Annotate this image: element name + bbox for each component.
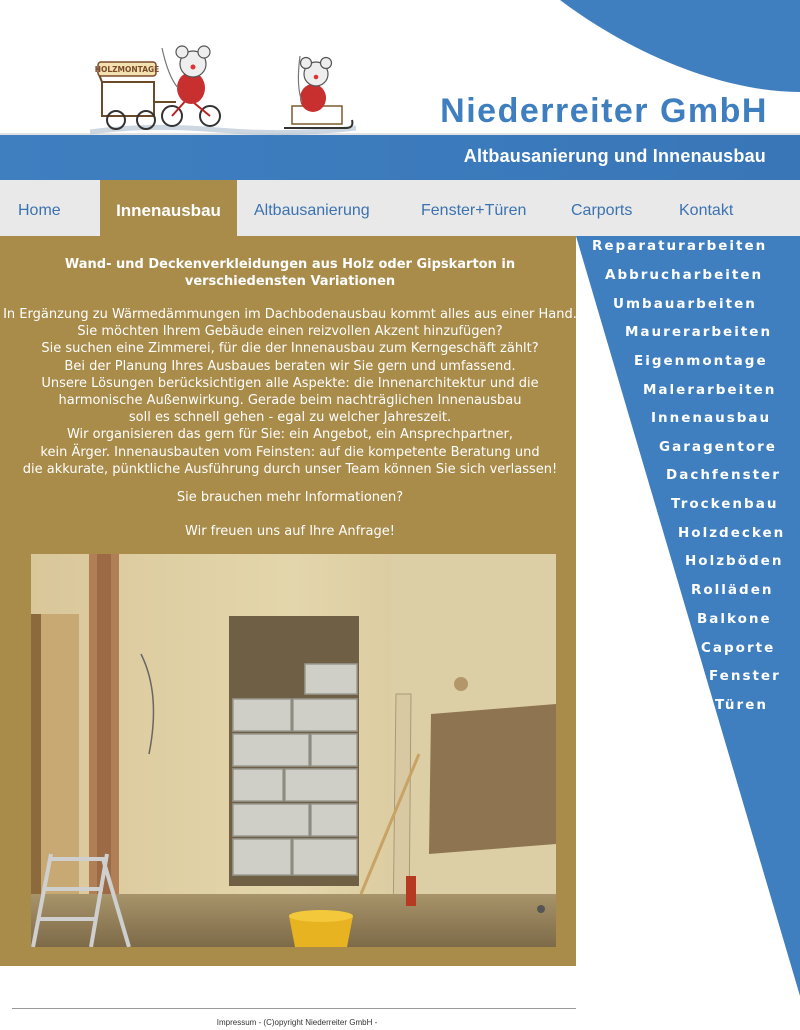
sidebar-item-balkone[interactable]: Balkone: [697, 611, 772, 627]
main-navigation: [0, 180, 800, 236]
sidebar-item-rollaeden[interactable]: Rolläden: [691, 582, 774, 598]
sidebar-item-holzboeden[interactable]: Holzböden: [685, 553, 784, 569]
nav-fenster-tueren[interactable]: Fenster+Türen: [421, 202, 527, 219]
sidebar-item-garagentore[interactable]: Garagentore: [659, 439, 777, 455]
headline-line-1: Wand- und Deckenverkleidungen aus Holz oder Gipskarton in: [64, 257, 516, 272]
sidebar-item-dachfenster[interactable]: Dachfenster: [666, 467, 781, 483]
footer-divider: [12, 1008, 576, 1009]
body-text: [0, 306, 580, 478]
sidebar-item-holzdecken[interactable]: Holzdecken: [678, 525, 786, 541]
header: [0, 0, 800, 180]
headline-line-2: verschiedensten Variationen: [184, 274, 396, 289]
body-line: kein Ärger. Innenausbauten vom Feinsten: auf die kompetente Beratung und: [40, 444, 540, 460]
sidebar-item-fenster[interactable]: Fenster: [709, 668, 781, 684]
company-name: Niederreiter GmbH: [440, 92, 768, 130]
body-line: soll es schnell gehen - egal zu welcher Jahreszeit.: [128, 410, 452, 426]
sidebar-item-maurerarbeiten[interactable]: Maurerarbeiten: [625, 324, 773, 340]
body-line: Unsere Lösungen berücksichtigen alle Aspekte: die Innenarchitektur und die: [41, 375, 539, 391]
footer-text[interactable]: Impressum - (C)opyright Niederreiter GmbH -: [216, 1018, 378, 1027]
sidebar-item-umbauarbeiten[interactable]: Umbauarbeiten: [613, 296, 757, 312]
sidebar-item-tueren[interactable]: Türen: [715, 697, 768, 713]
main-content: [0, 236, 576, 966]
nav-carports[interactable]: Carports: [571, 202, 633, 219]
company-tagline: Altbausanierung und Innenausbau: [463, 146, 766, 166]
sidebar-item-eigenmontage[interactable]: Eigenmontage: [634, 353, 768, 369]
request-text: Wir freuen uns auf Ihre Anfrage!: [185, 524, 395, 539]
mascot-illustration: [88, 36, 358, 140]
sidebar-item-abbrucharbeiten[interactable]: Abbrucharbeiten: [605, 267, 764, 283]
sidebar-item-malerarbeiten[interactable]: Malerarbeiten: [643, 382, 777, 398]
sidebar-item-reparaturarbeiten[interactable]: Reparaturarbeiten: [592, 238, 768, 254]
renovation-photo: [31, 554, 556, 947]
nav-home[interactable]: Home: [18, 202, 61, 219]
more-info-text: Sie brauchen mehr Informationen?: [176, 490, 404, 505]
body-line: die akkurate, pünktliche Ausführung durch unser Team können Sie sich verlassen!: [22, 461, 558, 477]
sidebar-item-caporte[interactable]: Caporte: [701, 640, 776, 656]
body-line: In Ergänzung zu Wärmedämmungen im Dachbodenausbau kommt alles aus einer Hand.: [3, 307, 577, 322]
sidebar-item-innenausbau[interactable]: Innenausbau: [651, 410, 772, 426]
nav-altbausanierung[interactable]: Altbausanierung: [254, 202, 370, 219]
nav-innenausbau[interactable]: Innenausbau: [100, 180, 237, 236]
body-line: Sie möchten Ihrem Gebäude einen reizvollen Akzent hinzufügen?: [77, 324, 503, 340]
svg-text:HOLZMONTAGE: HOLZMONTAGE: [94, 65, 160, 74]
body-line: Wir organisieren das gern für Sie: ein Angebot, ein Ansprechpartner,: [66, 427, 514, 443]
sidebar-item-trockenbau[interactable]: Trockenbau: [671, 496, 779, 512]
page-headline: [0, 256, 580, 290]
body-line: harmonische Außenwirkung. Gerade beim nachträglichen Innenausbau: [58, 393, 522, 409]
nav-kontakt[interactable]: Kontakt: [679, 202, 734, 219]
body-line: Bei der Planung Ihres Ausbaues beraten wir Sie gern und umfassend.: [64, 358, 516, 374]
body-line: Sie suchen eine Zimmerei, für die der Innenausbau zum Kerngeschäft zählt?: [41, 341, 539, 357]
